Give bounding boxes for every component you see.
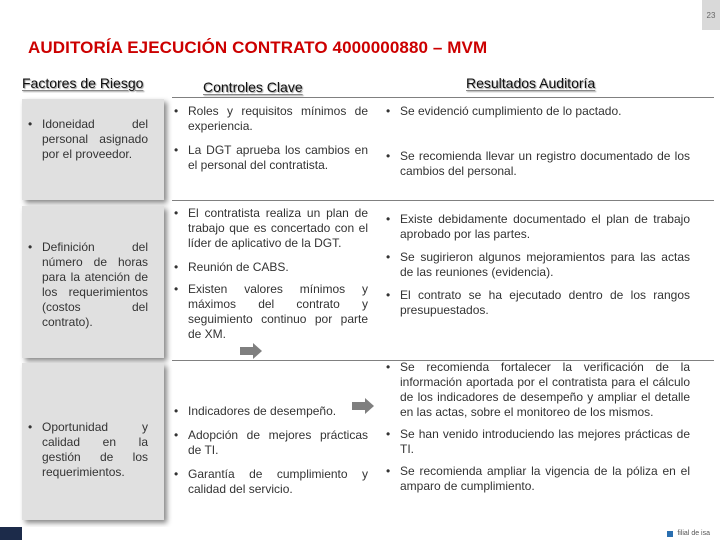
resultado-2-3: El contrato se ha ejecutado dentro de los rangos presupuestados. bbox=[400, 288, 690, 317]
controles-group-1: • Roles y requisitos mínimos de experiencia. • La DGT aprueba los cambios en el personal del contratista. bbox=[174, 104, 368, 172]
controles-group-3: • Indicadores de desempeño. • Adopción de mejores prácticas de TI. • Garantía de cumplimiento y calidad del servicio. bbox=[174, 404, 368, 496]
page-title: AUDITORÍA EJECUCIÓN CONTRATO 4000000880 – MVM bbox=[28, 38, 488, 57]
factor-3-text: Oportunidad y calidad en la gestión de los requerimientos. bbox=[42, 420, 148, 479]
resultado-1-1: Se evidenció cumplimiento de lo pactado. bbox=[400, 104, 622, 118]
resultado-1-2: Se recomienda llevar un registro documentado de los cambios del personal. bbox=[400, 149, 690, 178]
factor-1: • Idoneidad del personal asignado por el proveedor. bbox=[28, 117, 148, 161]
control-2-1: El contratista realiza un plan de trabajo que es concertado con el líder de aplicativo de la DGT. bbox=[188, 206, 368, 250]
header-divider bbox=[172, 97, 714, 98]
resultado-3-3: Se recomienda ampliar la vigencia de la póliza en el amparo de cumplimiento. bbox=[400, 464, 690, 493]
brand-square-icon bbox=[667, 531, 673, 537]
group-divider-1 bbox=[172, 200, 714, 201]
control-2-2: Reunión de CABS. bbox=[188, 260, 289, 274]
factor-2: • Definición del número de horas para la atención de los requerimientos (costos del contrato). bbox=[28, 240, 148, 329]
arrow-right-icon bbox=[352, 398, 374, 414]
footer-logo bbox=[667, 530, 710, 537]
footer-bar bbox=[0, 527, 720, 540]
header-factores: Factores de Riesgo bbox=[22, 75, 144, 91]
header-controles: Controles Clave bbox=[203, 79, 303, 95]
header-resultados: Resultados Auditoría bbox=[466, 75, 596, 91]
page-number: 23 bbox=[702, 0, 720, 30]
control-1-2: La DGT aprueba los cambios en el personal del contratista. bbox=[188, 143, 368, 172]
resultado-3-1: Se recomienda fortalecer la verificación de la información aportada por el contratista para el cálculo de los indicadores de desempeño y ampliar el detalle en las actas, sobre el monitoreo de los mismos. bbox=[400, 360, 690, 419]
control-3-1: Indicadores de desempeño. bbox=[188, 404, 337, 418]
resultados-group-3: • Se recomienda fortalecer la verificación de la información aportada por el contratista para el cálculo de los indicadores de desempeño y ampliar el detalle en las actas, sobre el monitoreo de los mismos. • Se han venido introduciendo las mejores prácticas de TI. • Se recomienda ampliar la vigencia de la póliza en el amparo de cumplimiento. bbox=[386, 360, 690, 493]
footer-brand-text: filial de isa bbox=[677, 530, 710, 537]
footer-accent bbox=[0, 527, 22, 540]
arrow-right-icon bbox=[240, 343, 262, 359]
resultados-group-1: • Se evidenció cumplimiento de lo pactado. • Se recomienda llevar un registro documentado de los cambios del personal. bbox=[386, 104, 690, 178]
factor-2-text: Definición del número de horas para la atención de los requerimientos (costos del contrato). bbox=[42, 240, 148, 329]
factor-1-text: Idoneidad del personal asignado por el proveedor. bbox=[42, 117, 148, 161]
control-3-3: Garantía de cumplimiento y calidad del servicio. bbox=[188, 467, 368, 496]
resultado-2-2: Se sugirieron algunos mejoramientos para las actas de las reuniones (evidencia). bbox=[400, 250, 690, 279]
resultado-3-2: Se han venido introduciendo las mejores prácticas de TI. bbox=[400, 427, 690, 456]
resultado-2-1: Existe debidamente documentado el plan de trabajo aprobado por las partes. bbox=[400, 212, 690, 241]
control-1-1: Roles y requisitos mínimos de experiencia. bbox=[188, 104, 368, 133]
factor-3: • Oportunidad y calidad en la gestión de los requerimientos. bbox=[28, 420, 148, 479]
control-3-2: Adopción de mejores prácticas de TI. bbox=[188, 428, 368, 457]
controles-group-2: • El contratista realiza un plan de trabajo que es concertado con el líder de aplicativo de la DGT. • Reunión de CABS. • Existen valores mínimos y máximos del contrato y seguimiento continuo por parte de XM. bbox=[174, 206, 368, 341]
control-2-3: Existen valores mínimos y máximos del contrato y seguimiento continuo por parte de XM. bbox=[188, 282, 368, 341]
resultados-group-2: • Existe debidamente documentado el plan de trabajo aprobado por las partes. • Se sugirieron algunos mejoramientos para las actas de las reuniones (evidencia). • El contrato se ha ejecutado dentro de los rangos presupuestados. bbox=[386, 212, 690, 317]
